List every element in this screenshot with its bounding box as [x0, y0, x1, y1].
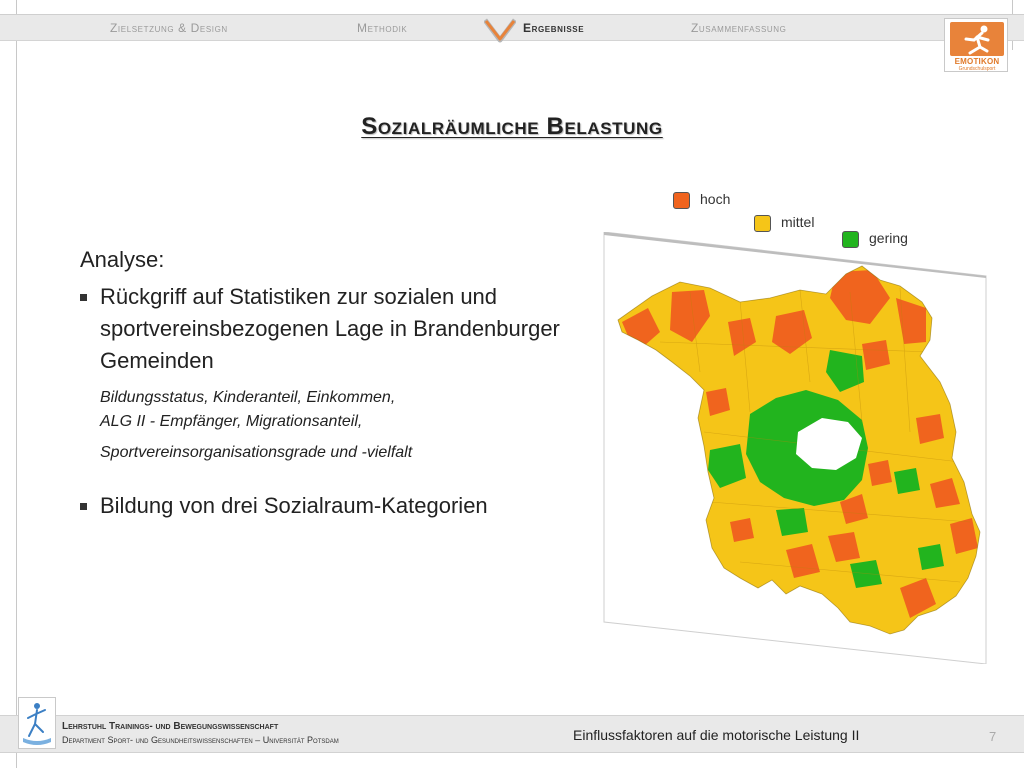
footer-chair-name: Lehrstuhl Trainings- und Bewegungswissenschaft — [62, 721, 279, 732]
page-number: 7 — [989, 729, 997, 744]
brandenburg-social-burden-map — [600, 232, 990, 664]
nav-item-zusammenfassung[interactable]: Zusammenfassung — [691, 21, 787, 35]
nav-item-zielsetzung[interactable]: Zielsetzung & Design — [110, 21, 228, 35]
legend-label-gering: gering — [869, 230, 908, 246]
emotikon-logo — [944, 18, 1008, 72]
university-logo — [18, 697, 56, 749]
nav-item-methodik[interactable]: Methodik — [357, 21, 408, 35]
bullet-square-icon — [80, 294, 87, 301]
legend-swatch-hoch — [673, 192, 690, 209]
footer-department-name: Department Sport- und Gesundheitswissenschaften – Universität Potsdam — [62, 735, 339, 745]
logo-name: EMOTIKON — [954, 57, 1000, 66]
footer-talk-title: Einflussfaktoren auf die motorische Leistung II — [573, 727, 860, 743]
slide-title: Sozialräumliche Belastung — [361, 113, 663, 140]
indicator-line-3: Sportvereinsorganisationsgrade und -vielfalt — [100, 444, 413, 461]
bullet-categories — [80, 490, 580, 522]
indicator-line-1: Bildungsstatus, Kinderanteil, Einkommen, — [100, 389, 396, 406]
legend-label-hoch: hoch — [700, 191, 731, 207]
analysis-heading: Analyse: — [80, 247, 165, 272]
indicator-list — [100, 386, 395, 434]
bullet-square-icon — [80, 503, 87, 510]
active-section-chevron-icon — [484, 18, 516, 46]
indicator-line-2: ALG II - Empfänger, Migrationsanteil, — [100, 413, 363, 430]
athlete-logo-icon — [19, 698, 55, 748]
runner-logo-icon — [946, 20, 1008, 58]
nav-item-ergebnisse[interactable]: Ergebnisse — [523, 21, 585, 35]
bullet-categories-text: Bildung von drei Sozialraum-Kategorien — [100, 493, 488, 518]
logo-subtitle: Grundschulsport — [958, 66, 996, 72]
bullet-statistics-text: Rückgriff auf Statistiken zur sozialen und sportvereinsbezogenen Lage in Brandenburger Gemeinden — [100, 284, 560, 373]
legend-label-mittel: mittel — [781, 214, 815, 230]
legend-swatch-mittel — [754, 215, 771, 232]
bullet-statistics — [80, 281, 580, 377]
